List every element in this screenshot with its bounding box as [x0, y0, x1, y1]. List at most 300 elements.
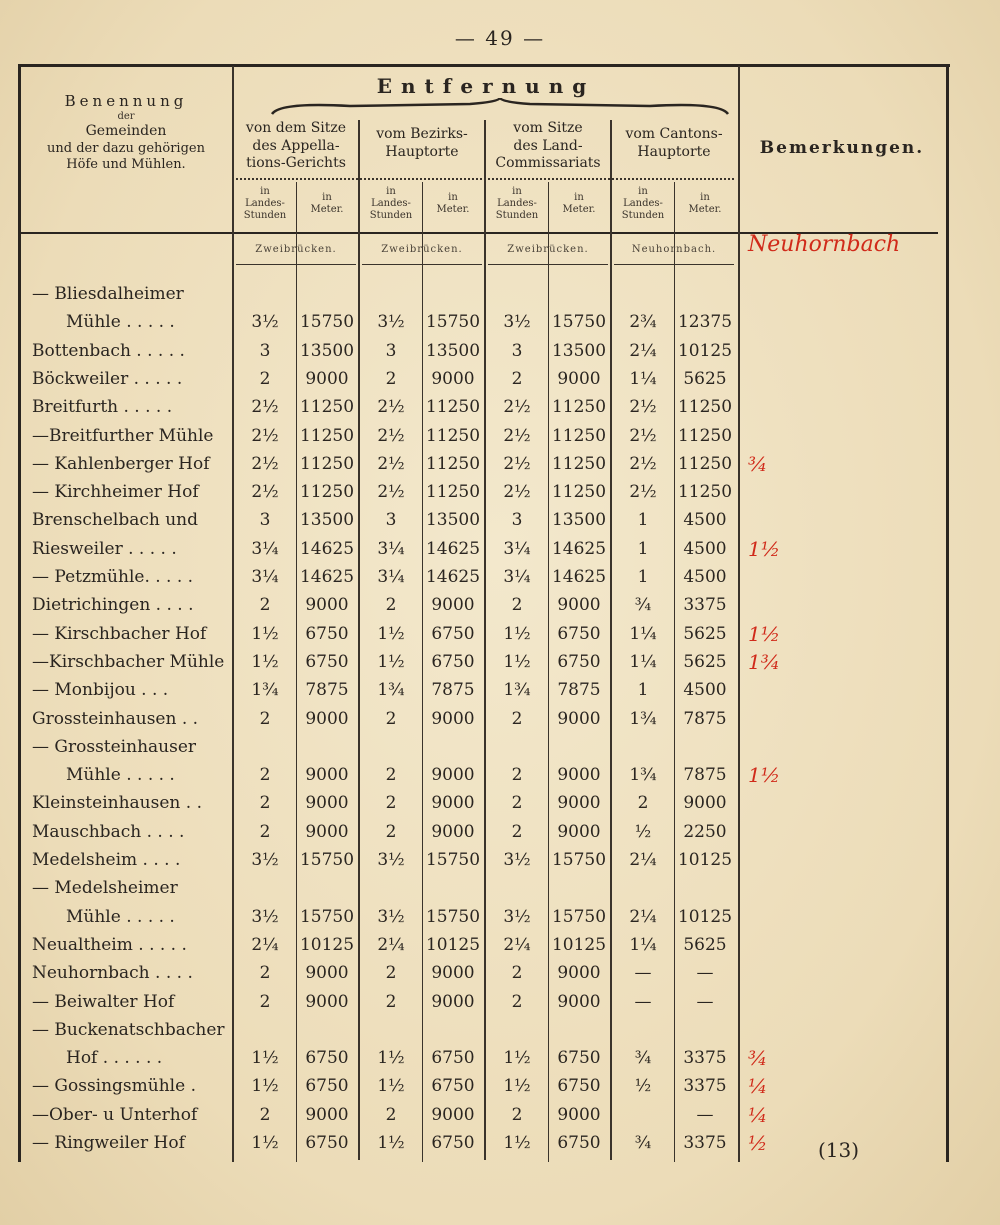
remarks-handwritten-place: Neuhornbach [748, 232, 901, 257]
cell-meters [298, 280, 356, 308]
cell-hours: 1¾ [629, 708, 657, 729]
cell-hours: 1½ [503, 1076, 531, 1097]
cell-hours: 3½ [377, 312, 405, 333]
cell-meters: 15750 [551, 850, 607, 870]
cell-hours: 3¼ [377, 538, 405, 559]
cell-hours: 3½ [503, 312, 531, 333]
cell-hours: 1½ [251, 1076, 279, 1097]
table-row [0, 959, 1000, 987]
row-name: — Medelsheimer [32, 878, 178, 899]
row-name: — Buckenatschbacher [32, 1019, 225, 1040]
cell-meters: 11250 [551, 425, 607, 446]
cell-hours: 2 [511, 595, 523, 616]
cell-meters [298, 733, 356, 761]
cell-meters: 10125 [677, 906, 733, 927]
cell-hours: 3¼ [503, 538, 531, 559]
cell-meters: 3375 [683, 1076, 727, 1097]
names-header-line5: Höfe und Mühlen. [66, 157, 186, 172]
cell-hours: 2½ [251, 453, 279, 474]
cell-hours: 2 [259, 368, 271, 389]
cell-hours [614, 280, 672, 308]
cell-hours: 2 [259, 991, 271, 1012]
group-1-title-line2: des Appella- [252, 137, 340, 154]
cell-hours: 1¾ [377, 680, 405, 701]
cell-hours [236, 874, 294, 902]
remark-note: 1½ [748, 621, 781, 646]
row-name: Breitfurth . . . . . [32, 397, 173, 418]
cell-hours: 1½ [503, 1133, 531, 1153]
row-name: — Kahlenberger Hof [32, 453, 210, 474]
cell-hours [362, 733, 420, 761]
cell-hours: 2 [637, 793, 649, 814]
cell-hours: 2 [259, 765, 271, 786]
cell-hours: 2¼ [503, 934, 531, 955]
top-rule [18, 64, 950, 67]
cell-hours: 1½ [377, 1133, 405, 1153]
cell-hours: 2½ [251, 482, 279, 503]
cell-hours: 2 [385, 595, 397, 616]
cell-meters: 13500 [425, 340, 481, 361]
cell-meters: 13500 [299, 510, 355, 531]
cell-meters [676, 874, 734, 902]
cell-hours: 2¼ [629, 906, 657, 927]
unit-meters-line2: Meter. [436, 204, 470, 215]
table-row [0, 903, 1000, 931]
remark-note: ¾ [748, 1046, 768, 1071]
cell-meters: 6750 [305, 1048, 349, 1069]
cell-hours [614, 1016, 672, 1044]
table-row [0, 591, 1000, 619]
row-name: — Gossingsmühle . [32, 1076, 196, 1097]
cell-meters: 9000 [305, 708, 349, 729]
remark-note: ½ [748, 1131, 768, 1155]
page-number: — 49 — [454, 26, 546, 50]
cell-hours: 3¼ [377, 567, 405, 587]
table-row [0, 280, 1000, 308]
unit-meters [550, 192, 608, 216]
cell-meters: 3375 [683, 1133, 727, 1153]
cell-hours: 2¾ [629, 312, 657, 333]
cell-hours: 2 [385, 991, 397, 1012]
table-row [0, 563, 1000, 591]
cell-hours: 2 [511, 368, 523, 389]
cell-meters: 9000 [557, 793, 601, 814]
table-row [0, 874, 1000, 902]
cell-hours: ¾ [634, 595, 652, 616]
row-name: — Bliesdalheimer [32, 284, 184, 304]
unit-hours-line2: Landes- [497, 198, 537, 209]
cell-hours: 1 [637, 680, 649, 701]
unit-hours-line3: Stunden [369, 210, 413, 221]
cell-meters: 9000 [557, 765, 601, 786]
cell-hours [236, 733, 294, 761]
cell-meters [550, 1016, 608, 1044]
cell-hours: 2 [511, 765, 523, 786]
cell-hours: 3¼ [503, 567, 531, 587]
cell-hours: 3½ [251, 906, 279, 927]
cell-hours: 2½ [629, 453, 657, 474]
row-name: —Ober- u Unterhof [32, 1104, 198, 1125]
unit-meters-line1: in [574, 192, 584, 203]
cell-meters: 13500 [551, 510, 607, 531]
row-name: Böckweiler . . . . . [32, 368, 183, 389]
place-rule [488, 264, 608, 265]
cell-meters: 14625 [551, 538, 607, 559]
cell-meters: 11250 [677, 397, 733, 418]
cell-hours: 1½ [503, 623, 531, 644]
unit-hours-line3: Stunden [621, 210, 665, 221]
cell-meters: 15750 [551, 906, 607, 927]
cell-hours: 2 [511, 821, 523, 842]
cell-hours: 1½ [377, 651, 405, 672]
cell-meters: 9000 [305, 368, 349, 389]
cell-hours: 1½ [503, 1048, 531, 1069]
place-label: Zweibrücken. [255, 244, 337, 255]
remark-note: ¼ [748, 1102, 768, 1127]
cell-hours [236, 1016, 294, 1044]
cell-meters: 9000 [305, 765, 349, 786]
cell-hours: 2¼ [629, 850, 657, 870]
unit-hours-line2: Landes- [245, 198, 285, 209]
cell-hours: 3½ [377, 906, 405, 927]
group-4-title-line2: Hauptorte [637, 143, 711, 160]
cell-meters: 7875 [305, 680, 349, 701]
place-label: Zweibrücken. [507, 244, 589, 255]
cell-hours: 2 [259, 963, 271, 984]
cell-hours: 1 [637, 538, 649, 559]
cell-meters: 9000 [305, 821, 349, 842]
cell-meters [298, 874, 356, 902]
unit-meters [298, 192, 356, 216]
cell-meters: 6750 [305, 1076, 349, 1097]
cell-meters: 11250 [425, 453, 481, 474]
table-row [0, 1101, 1000, 1129]
cell-meters: 6750 [557, 1076, 601, 1097]
cell-hours: 2¼ [629, 340, 657, 361]
cell-meters: 9000 [557, 991, 601, 1012]
cell-hours: 2½ [503, 397, 531, 418]
cell-hours: 3½ [377, 850, 405, 870]
table-row [0, 478, 1000, 506]
cell-meters: 3375 [683, 1048, 727, 1069]
cell-hours: 2½ [377, 397, 405, 418]
cell-hours: 2 [385, 765, 397, 786]
cell-hours: 3½ [503, 906, 531, 927]
cell-hours [362, 874, 420, 902]
cell-hours: 3¼ [251, 538, 279, 559]
cell-meters: 6750 [305, 651, 349, 672]
table-row [0, 506, 1000, 534]
row-name: Neualtheim . . . . . [32, 934, 187, 955]
cell-hours: 1½ [377, 1076, 405, 1097]
cell-hours: 2½ [629, 397, 657, 418]
cell-hours: 1¾ [503, 680, 531, 701]
cell-hours: 1½ [251, 651, 279, 672]
cell-meters: 11250 [299, 397, 355, 418]
cell-hours: 1½ [251, 1048, 279, 1069]
group-header-canton [614, 126, 734, 161]
cell-hours: ½ [634, 1076, 652, 1097]
place-rule [614, 264, 734, 265]
cell-meters: 9000 [557, 1104, 601, 1125]
cell-meters: 6750 [431, 1133, 475, 1153]
cell-hours: 1½ [251, 1133, 279, 1153]
group-2-title-line1: vom Bezirks- [376, 126, 468, 142]
cell-meters: 11250 [425, 425, 481, 446]
unit-meters [424, 192, 482, 216]
table-row [0, 422, 1000, 450]
unit-hours-line2: Landes- [623, 198, 663, 209]
cell-meters: — [696, 963, 714, 984]
cell-hours: 2 [511, 708, 523, 729]
cell-meters: 12375 [677, 312, 733, 333]
cell-hours: 3½ [503, 850, 531, 870]
cell-hours: 2½ [629, 425, 657, 446]
row-name: — Beiwalter Hof [32, 991, 175, 1012]
cell-meters: 4500 [683, 510, 727, 531]
cell-hours: 2½ [251, 397, 279, 418]
cell-hours: 3 [259, 510, 271, 531]
cell-meters: 9000 [557, 368, 601, 389]
cell-meters: 6750 [557, 1133, 601, 1153]
cell-hours: 2 [259, 595, 271, 616]
row-name: — Monbijou . . . [32, 680, 169, 701]
row-name: —Kirschbacher Mühle [32, 651, 225, 672]
cell-meters: 10125 [677, 850, 733, 870]
cell-hours: 2½ [503, 453, 531, 474]
cell-meters: 10125 [677, 340, 733, 361]
unit-hours-line3: Stunden [495, 210, 539, 221]
cell-meters: 4500 [683, 538, 727, 559]
cell-hours [488, 733, 546, 761]
cell-meters: 11250 [677, 453, 733, 474]
table-row [0, 818, 1000, 846]
remark-note: ¾ [748, 451, 768, 476]
cell-meters: 13500 [425, 510, 481, 531]
unit-hours [236, 186, 294, 222]
table-row [0, 846, 1000, 874]
cell-meters: 6750 [557, 651, 601, 672]
cell-meters: 5625 [683, 651, 727, 672]
cell-hours: 1½ [251, 623, 279, 644]
cell-hours: 2¼ [251, 934, 279, 955]
cell-meters: 11250 [677, 425, 733, 446]
unit-hours-line1: in [260, 186, 270, 197]
row-name: Riesweiler . . . . . [32, 538, 177, 559]
cell-hours: 1 [637, 510, 649, 531]
cell-hours: 1¼ [629, 934, 657, 955]
cell-hours: 2 [385, 708, 397, 729]
table-row [0, 365, 1000, 393]
cell-meters: — [696, 1104, 714, 1125]
cell-meters: 15750 [299, 850, 355, 870]
table-row [0, 450, 1000, 478]
table-row [0, 988, 1000, 1016]
cell-meters: 11250 [299, 482, 355, 503]
row-name: Neuhornbach . . . . [32, 963, 193, 984]
cell-hours: 2½ [377, 482, 405, 503]
cell-meters: 15750 [299, 906, 355, 927]
cell-hours: 2 [259, 708, 271, 729]
cell-meters: 13500 [551, 340, 607, 361]
unit-meters-line2: Meter. [310, 204, 344, 215]
cell-meters [424, 280, 482, 308]
cell-hours: 3¼ [251, 567, 279, 587]
remarks-header: Bemerkungen. [759, 138, 925, 158]
row-name: Mühle . . . . . [66, 906, 175, 927]
row-name: Hof . . . . . . [66, 1048, 163, 1069]
unit-hours-line1: in [512, 186, 522, 197]
unit-meters-line1: in [322, 192, 332, 203]
remark-note: 1¾ [748, 649, 781, 674]
row-name: Grossteinhausen . . [32, 708, 199, 729]
cell-meters: 11250 [677, 482, 733, 503]
cell-meters: 9000 [431, 708, 475, 729]
names-header-line4: und der dazu gehörigen [47, 140, 205, 156]
cell-meters: 7875 [557, 680, 601, 701]
cell-hours: 3½ [251, 850, 279, 870]
distance-brace [270, 98, 730, 118]
group-1-title-line1: von dem Sitze [245, 120, 347, 136]
unit-meters-line2: Meter. [688, 204, 722, 215]
cell-hours: 2 [259, 821, 271, 842]
group-header-commissariat [488, 120, 608, 173]
cell-meters: 9000 [431, 821, 475, 842]
cell-hours: 1½ [377, 1048, 405, 1069]
cell-meters: 9000 [431, 963, 475, 984]
table-row [0, 535, 1000, 563]
cell-meters: 9000 [305, 963, 349, 984]
cell-meters: 6750 [431, 1076, 475, 1097]
cell-meters: 6750 [431, 1048, 475, 1069]
cell-meters: 11250 [299, 425, 355, 446]
group-3-title-line1: vom Sitze [513, 120, 583, 136]
cell-meters: 11250 [551, 397, 607, 418]
cell-hours: ¾ [634, 1133, 652, 1153]
cell-meters: 11250 [425, 482, 481, 503]
row-name: — Grossteinhauser [32, 736, 197, 757]
cell-meters: 14625 [425, 567, 481, 587]
cell-hours: 2 [259, 1104, 271, 1125]
unit-hours-line3: Stunden [243, 210, 287, 221]
cell-hours [362, 280, 420, 308]
names-header-line2: der [117, 110, 135, 122]
cell-hours [362, 1016, 420, 1044]
remark-note: 1½ [748, 763, 781, 788]
unit-meters-line1: in [700, 192, 710, 203]
cell-meters: 4500 [683, 567, 727, 587]
group-2-title-line2: Hauptorte [385, 143, 459, 160]
cell-meters: 5625 [683, 934, 727, 955]
table-row [0, 1044, 1000, 1072]
cell-hours: ½ [634, 821, 652, 842]
names-header-line3: Gemeinden [85, 123, 167, 140]
cell-meters: 9000 [305, 793, 349, 814]
group-4-title-line1: vom Cantons- [625, 126, 723, 142]
cell-hours: 2½ [377, 453, 405, 474]
place-label: Neuhornbach. [631, 244, 717, 255]
cell-hours: 2 [385, 1104, 397, 1125]
cell-hours: 1¼ [629, 623, 657, 644]
cell-hours: 2 [385, 821, 397, 842]
place-rule [362, 264, 482, 265]
cell-hours: 2 [385, 368, 397, 389]
unit-hours-line1: in [638, 186, 648, 197]
cell-hours [614, 874, 672, 902]
cell-meters: 15750 [425, 850, 481, 870]
cell-meters: 6750 [557, 623, 601, 644]
cell-hours: — [634, 991, 652, 1012]
cell-meters [298, 1016, 356, 1044]
cell-meters: 7875 [683, 765, 727, 786]
table-row [0, 705, 1000, 733]
cell-meters: 4500 [683, 680, 727, 701]
remark-note: ¼ [748, 1074, 768, 1099]
cell-meters: 9000 [431, 368, 475, 389]
row-name: Mauschbach . . . . [32, 821, 185, 842]
cell-hours [488, 874, 546, 902]
group-3-title-line2: des Land- [513, 137, 583, 154]
cell-meters: 11250 [551, 482, 607, 503]
cell-hours: 2 [385, 793, 397, 814]
cell-hours [488, 280, 546, 308]
cell-meters: 6750 [305, 623, 349, 644]
cell-meters: 9000 [305, 1104, 349, 1125]
cell-meters: 6750 [431, 623, 475, 644]
cell-hours [488, 1016, 546, 1044]
cell-meters [550, 280, 608, 308]
cell-hours: 2 [385, 963, 397, 984]
cell-hours: 2½ [629, 482, 657, 503]
cell-hours [614, 1101, 672, 1129]
cell-hours: 1½ [503, 651, 531, 672]
cell-meters [424, 1016, 482, 1044]
cell-meters: 6750 [431, 651, 475, 672]
cell-meters: 11250 [551, 453, 607, 474]
cell-meters: 7875 [431, 680, 475, 701]
distance-header: Entfernung [376, 74, 596, 98]
table-row [0, 620, 1000, 648]
row-name: — Kirchheimer Hof [32, 482, 199, 503]
cell-meters: 9000 [305, 991, 349, 1012]
unit-hours [614, 186, 672, 222]
cell-meters: 10125 [425, 934, 481, 955]
footer-mark: (13) [818, 1138, 860, 1162]
cell-meters: 9000 [431, 1104, 475, 1125]
place-label: Zweibrücken. [381, 244, 463, 255]
cell-meters: 15750 [425, 312, 481, 333]
cell-meters: 14625 [425, 538, 481, 559]
cell-meters: 14625 [299, 567, 355, 587]
cell-meters: 14625 [299, 538, 355, 559]
cell-meters [424, 874, 482, 902]
cell-meters [550, 874, 608, 902]
table-row [0, 931, 1000, 959]
cell-meters: 6750 [305, 1133, 349, 1153]
unit-dotted-rule [236, 178, 734, 180]
names-column-header [22, 92, 230, 173]
unit-hours [362, 186, 420, 222]
table-row [0, 789, 1000, 817]
cell-hours: 1 [637, 567, 649, 587]
cell-hours: 2 [511, 991, 523, 1012]
cell-hours: 2½ [503, 482, 531, 503]
group-1-title-line3: tions-Gerichts [246, 155, 346, 171]
cell-hours [614, 733, 672, 761]
row-name: — Petzmühle. . . . . [32, 567, 194, 587]
row-name: —Breitfurther Mühle [32, 425, 214, 446]
cell-hours: 3 [385, 340, 397, 361]
